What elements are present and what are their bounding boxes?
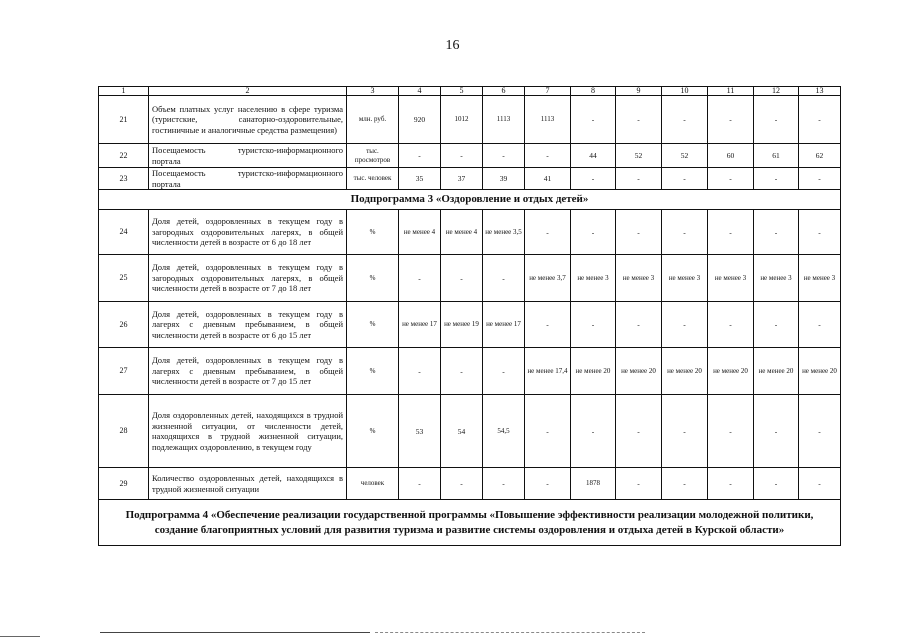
value-cell: - [799,302,841,348]
table-row [99,168,841,190]
row-number-cell: 25 [99,255,149,302]
indicator-name-cell: Доля оздоровленных детей, находящихся в трудной жизненной ситуации, от численности детей, находящихся в трудной жизненной ситуации, подлежащих оздоровлению, в текущем году [149,395,347,468]
value-cell: - [616,96,662,144]
value-cell: 39 [483,168,525,190]
header-cell: 1 [99,87,149,96]
value-cell: не менее 19 [441,302,483,348]
unit-cell: % [347,210,399,255]
subprogram-3-heading: Подпрограмма 3 «Оздоровление и отдых детей» [99,190,841,210]
value-cell: - [662,210,708,255]
value-cell: - [525,210,571,255]
value-cell: 52 [662,144,708,168]
value-cell: - [708,96,754,144]
header-cell: 7 [525,87,571,96]
row-number-cell: 26 [99,302,149,348]
table-row [99,302,841,348]
header-cell: 11 [708,87,754,96]
header-cell: 5 [441,87,483,96]
value-cell: 52 [616,144,662,168]
value-cell: - [441,468,483,500]
unit-cell: % [347,255,399,302]
header-cell: 9 [616,87,662,96]
value-cell: не менее 20 [799,348,841,395]
page-number: 16 [445,38,460,53]
row-number-cell: 23 [99,168,149,190]
value-cell: - [571,395,616,468]
unit-cell: % [347,302,399,348]
value-cell: - [399,144,441,168]
row-number-cell: 24 [99,210,149,255]
indicator-name-cell: Доля детей, оздоровленных в текущем году в лагерях с дневным пребыванием, в общей численности детей в возрасте от 6 до 15 лет [149,302,347,348]
value-cell: 1113 [483,96,525,144]
value-cell: 41 [525,168,571,190]
value-cell: 53 [399,395,441,468]
unit-cell: человек [347,468,399,500]
value-cell: - [708,302,754,348]
value-cell: - [483,255,525,302]
table-row [99,144,841,168]
indicator-name-cell: Посещаемость туристско-информационного портала [149,144,347,168]
value-cell: - [708,168,754,190]
value-cell: не менее 4 [399,210,441,255]
value-cell: - [662,96,708,144]
header-cell: 13 [799,87,841,96]
value-cell: 62 [799,144,841,168]
value-cell: 37 [441,168,483,190]
footer-rule-dashed [375,632,645,633]
value-cell: - [525,468,571,500]
value-cell: - [799,395,841,468]
value-cell: - [441,144,483,168]
value-cell: - [399,255,441,302]
value-cell: не менее 3 [571,255,616,302]
value-cell: не менее 20 [616,348,662,395]
value-cell: - [525,302,571,348]
value-cell: не менее 3,7 [525,255,571,302]
value-cell: - [441,348,483,395]
value-cell: - [754,468,799,500]
indicator-name-cell: Количество оздоровленных детей, находящихся в трудной жизненной ситуации [149,468,347,500]
value-cell: не менее 3,5 [483,210,525,255]
value-cell: - [483,468,525,500]
value-cell: 54 [441,395,483,468]
value-cell: - [799,468,841,500]
value-cell: 54,5 [483,395,525,468]
value-cell: - [616,168,662,190]
value-cell: - [662,468,708,500]
value-cell: 920 [399,96,441,144]
unit-cell: % [347,395,399,468]
indicator-name-cell: Доля детей, оздоровленных в текущем году в загородных оздоровительных лагерях, в общей численности детей в возрасте от 6 до 18 лет [149,210,347,255]
value-cell: - [616,395,662,468]
indicators-table [98,86,841,546]
header-cell: 12 [754,87,799,96]
value-cell: не менее 4 [441,210,483,255]
subprogram-4-heading: Подпрограмма 4 «Обеспечение реализации государственной программы «Повышение эффективности реализации молодежной политики, создание благоприятных условий для развития туризма и развитие системы оздоровления и отдыха детей в Курской области» [99,500,841,546]
footer-rule-left [0,636,40,637]
unit-cell: млн. руб. [347,96,399,144]
header-cell: 3 [347,87,399,96]
value-cell: - [616,302,662,348]
value-cell: - [754,395,799,468]
value-cell: не менее 20 [754,348,799,395]
value-cell: - [754,210,799,255]
unit-cell: тыс. просмотров [347,144,399,168]
value-cell: 1878 [571,468,616,500]
row-number-cell: 22 [99,144,149,168]
value-cell: не менее 3 [799,255,841,302]
value-cell: не менее 17,4 [525,348,571,395]
indicator-name-cell: Посещаемость туристско-информационного портала [149,168,347,190]
table-row [99,348,841,395]
value-cell: - [799,210,841,255]
header-cell: 4 [399,87,441,96]
table-row [99,255,841,302]
value-cell: не менее 20 [571,348,616,395]
value-cell: не менее 3 [662,255,708,302]
value-cell: не менее 17 [483,302,525,348]
row-number-cell: 28 [99,395,149,468]
row-number-cell: 29 [99,468,149,500]
value-cell: - [662,395,708,468]
value-cell: не менее 3 [616,255,662,302]
value-cell: 61 [754,144,799,168]
value-cell: - [525,144,571,168]
table-row [99,468,841,500]
value-cell: - [754,168,799,190]
table-row [99,395,841,468]
header-row [99,87,841,96]
value-cell: - [708,395,754,468]
value-cell: - [708,468,754,500]
value-cell: - [754,96,799,144]
value-cell: 44 [571,144,616,168]
indicator-name-cell: Объем платных услуг населению в сфере туризма (туристские, санаторно-оздоровительные, гостиничные и аналогичные средства размещения) [149,96,347,144]
value-cell: не менее 20 [662,348,708,395]
value-cell: - [399,468,441,500]
row-number-cell: 27 [99,348,149,395]
table-row [99,96,841,144]
value-cell: 1012 [441,96,483,144]
value-cell: - [399,348,441,395]
value-cell: - [616,468,662,500]
value-cell: - [799,168,841,190]
unit-cell: тыс. человек [347,168,399,190]
indicator-name-cell: Доля детей, оздоровленных в текущем году в лагерях с дневным пребыванием, в общей численности детей в возрасте от 7 до 15 лет [149,348,347,395]
value-cell: - [708,210,754,255]
header-cell: 10 [662,87,708,96]
value-cell: - [483,144,525,168]
footer-rule [100,632,370,633]
subprogram-4-heading-row [99,500,841,546]
value-cell: не менее 20 [708,348,754,395]
value-cell: - [662,168,708,190]
header-cell: 2 [149,87,347,96]
value-cell: - [483,348,525,395]
unit-cell: % [347,348,399,395]
value-cell: - [571,96,616,144]
header-cell: 6 [483,87,525,96]
value-cell: 35 [399,168,441,190]
value-cell: не менее 3 [708,255,754,302]
value-cell: - [571,302,616,348]
value-cell: - [571,168,616,190]
value-cell: не менее 3 [754,255,799,302]
value-cell: - [662,302,708,348]
value-cell: 1113 [525,96,571,144]
value-cell: - [616,210,662,255]
row-number-cell: 21 [99,96,149,144]
value-cell: 60 [708,144,754,168]
value-cell: - [441,255,483,302]
table-row [99,210,841,255]
value-cell: - [525,395,571,468]
value-cell: - [799,96,841,144]
subprogram-3-heading-row [99,190,841,210]
value-cell: не менее 17 [399,302,441,348]
value-cell: - [571,210,616,255]
indicator-name-cell: Доля детей, оздоровленных в текущем году в загородных оздоровительных лагерях, в общей численности детей в возрасте от 7 до 18 лет [149,255,347,302]
header-cell: 8 [571,87,616,96]
value-cell: - [754,302,799,348]
